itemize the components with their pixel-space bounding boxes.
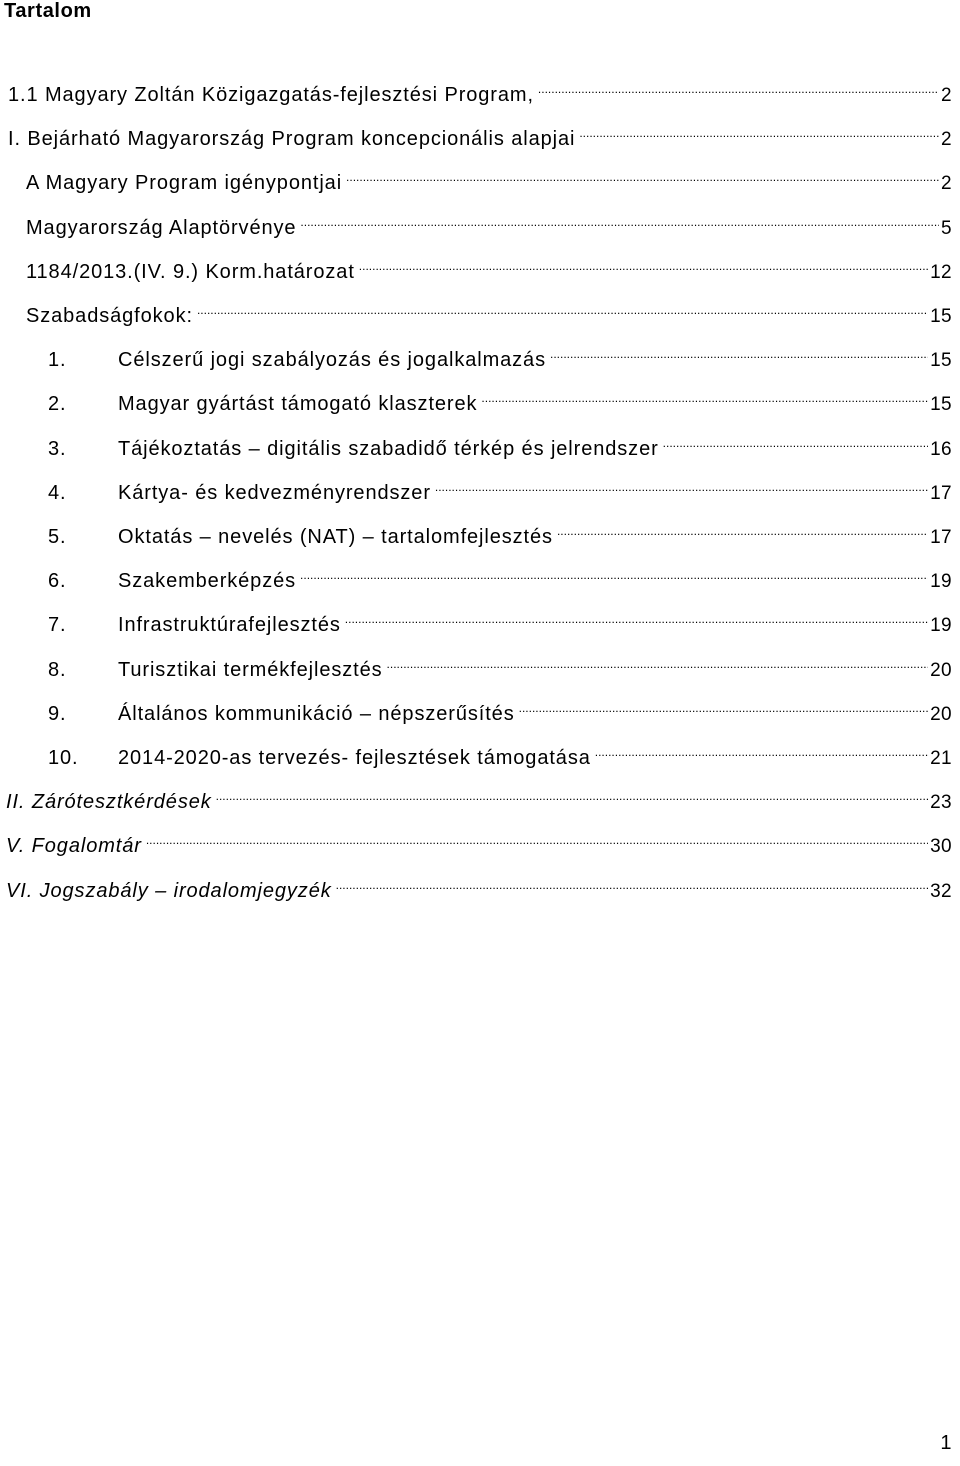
toc-entry[interactable] [0, 111, 960, 151]
toc-entry[interactable] [0, 553, 960, 593]
toc-entry-page: 17 [930, 482, 952, 504]
toc-dot-leader [346, 155, 939, 189]
toc-entry-text: II. Zárótesztkérdések [6, 791, 212, 814]
toc-dot-leader [538, 67, 939, 101]
toc-entry[interactable] [0, 332, 960, 372]
toc-entry[interactable] [0, 863, 960, 902]
toc-entry[interactable] [0, 597, 960, 637]
toc-entry-page: 12 [930, 261, 952, 283]
toc-entry-number: 2. [48, 393, 67, 416]
toc-entry-page: 21 [930, 748, 952, 769]
toc-entry[interactable] [0, 465, 960, 504]
toc-entry[interactable] [0, 730, 960, 769]
toc-entry[interactable] [0, 67, 960, 106]
toc-entry-text: Szabadságfokok: [26, 305, 193, 327]
toc-entry[interactable] [0, 155, 960, 195]
toc-entry-page: 5 [941, 217, 952, 239]
toc-entry-text: Infrastruktúrafejlesztés [118, 614, 341, 637]
toc-entry-page: 2 [941, 85, 952, 106]
toc-entry-page: 20 [930, 703, 952, 725]
toc-entry-text: Kártya- és kedvezményrendszer [118, 481, 431, 504]
toc-dot-leader [197, 288, 928, 322]
toc-dot-leader [557, 509, 928, 543]
toc-entry-text: 1.1 Magyary Zoltán Közigazgatás-fejlesztési Program, [8, 84, 534, 106]
toc-entry-text: Szakemberképzés [118, 570, 297, 593]
toc-entry-text: Magyar gyártást támogató klaszterek [118, 393, 478, 416]
toc-entry-number: 10. [48, 747, 79, 769]
toc-entry-page: 2 [941, 129, 952, 151]
toc-entry[interactable] [0, 642, 960, 681]
toc-dot-leader [579, 111, 939, 145]
toc-entry-text: Oktatás – nevelés (NAT) – tartalomfejlesztés [118, 526, 553, 548]
toc-entry-page: 15 [930, 306, 952, 327]
toc-entry-number: 4. [48, 481, 67, 504]
toc-entry-page: 2 [941, 173, 952, 195]
toc-dot-leader [345, 597, 928, 631]
toc-entry[interactable] [0, 244, 960, 283]
toc-entry-text: Tájékoztatás – digitális szabadidő térkép és jelrendszer [118, 437, 659, 460]
toc-entry-page: 16 [930, 438, 952, 460]
toc-title: Tartalom [4, 0, 92, 22]
toc-entry-page: 15 [930, 350, 952, 372]
toc-dot-leader [435, 465, 928, 499]
toc-entry-text: 1184/2013.(IV. 9.) Korm.határozat [26, 260, 355, 283]
toc-entry-number: 3. [48, 437, 67, 460]
toc-entry-text: Turisztikai termékfejlesztés [118, 658, 383, 681]
toc-entry[interactable] [0, 376, 960, 416]
toc-dot-leader [300, 553, 928, 587]
toc-dot-leader [481, 376, 928, 410]
toc-dot-leader [300, 200, 939, 234]
toc-entry[interactable] [0, 421, 960, 460]
toc-entry-text: VI. Jogszabály – irodalomjegyzék [6, 879, 332, 902]
toc-entry-page: 30 [930, 836, 952, 858]
toc-dot-leader [519, 686, 928, 720]
toc-entry[interactable] [0, 818, 960, 858]
toc-entry-text: V. Fogalomtár [6, 835, 142, 858]
toc-entry-number: 9. [48, 702, 67, 725]
toc-entry-page: 20 [930, 659, 952, 681]
toc-entry[interactable] [0, 200, 960, 239]
toc-entry-number: 8. [48, 658, 67, 681]
toc-entry-text: Általános kommunikáció – népszerűsítés [118, 702, 515, 725]
toc-entry-text: I. Bejárható Magyarország Program koncepcionális alapjai [8, 128, 576, 151]
toc-entry-page: 19 [930, 615, 952, 637]
toc-entry[interactable] [0, 686, 960, 725]
toc-entry-page: 32 [930, 880, 952, 902]
toc-entry-number: 5. [48, 526, 67, 548]
toc-entry-page: 17 [930, 527, 952, 548]
toc-entry-text: 2014-2020-as tervezés- fejlesztések támogatása [118, 747, 591, 769]
toc-entry-text: A Magyary Program igénypontjai [26, 172, 343, 195]
toc-entry-number: 7. [48, 614, 67, 637]
toc-entry[interactable] [0, 509, 960, 548]
toc-entry[interactable] [0, 774, 960, 814]
toc-dot-leader [663, 421, 928, 455]
toc-entry[interactable] [0, 288, 960, 327]
toc-entry-page: 19 [930, 571, 952, 593]
toc-dot-leader [550, 332, 928, 366]
toc-entry-page: 23 [930, 792, 952, 814]
toc-dot-leader [387, 642, 929, 676]
toc-dot-leader [359, 244, 928, 278]
toc-dot-leader [595, 730, 928, 764]
toc-entry-number: 6. [48, 570, 67, 593]
toc-entry-number: 1. [48, 349, 67, 372]
toc-dot-leader [336, 863, 928, 897]
page-number: 1 [940, 1432, 952, 1454]
toc-dot-leader [146, 818, 928, 852]
toc-entry-text: Célszerű jogi szabályozás és jogalkalmazás [118, 349, 546, 372]
toc-entry-text: Magyarország Alaptörvénye [26, 216, 297, 239]
toc-entry-page: 15 [930, 394, 952, 416]
toc-dot-leader [216, 774, 928, 808]
